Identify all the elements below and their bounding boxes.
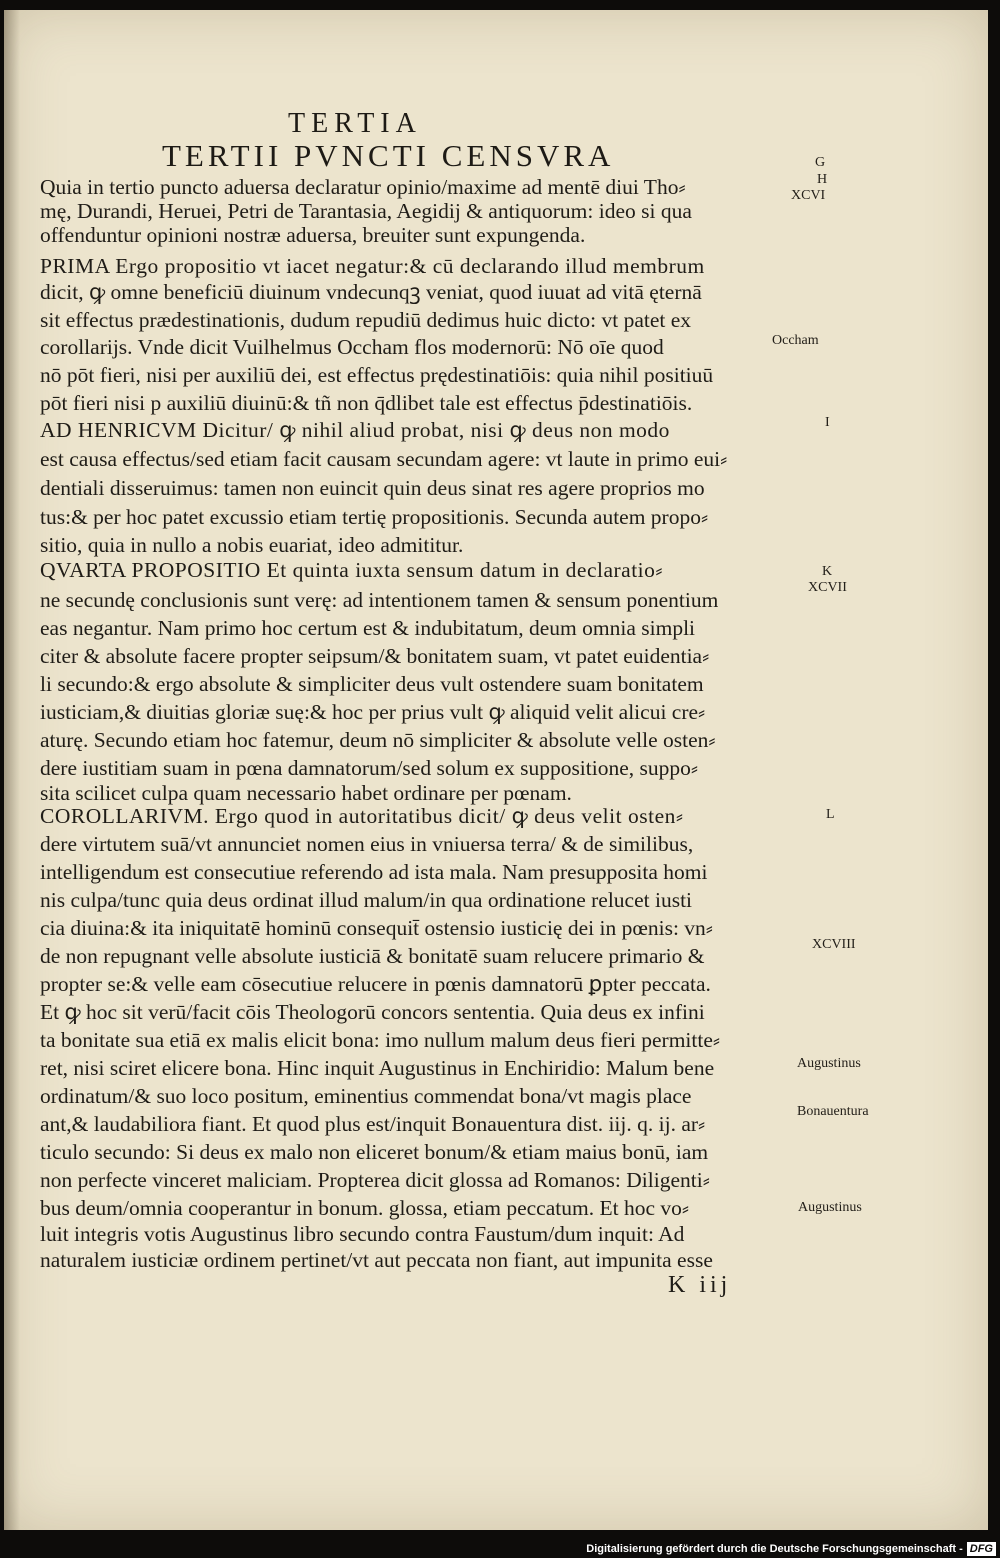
signature-mark: K iij: [668, 1272, 732, 1298]
text-line: COROLLARIVM. Ergo quod in autoritatibus dicit/ ꝙ deus velit osten⸗: [40, 804, 684, 828]
text-line: PRIMA Ergo propositio vt iacet negatur:& cū declarando illud membrum: [40, 254, 705, 278]
text-line: corollarijs. Vnde dicit Vuilhelmus Occham flos modernorū: Nō oīe quod: [40, 335, 664, 359]
text-line: nis culpa/tunc quia deus ordinat illud malum/in qua ordinatione relucet iusti: [40, 888, 693, 912]
heading-tertia: TERTIA: [288, 108, 422, 139]
margin-letter-l: L: [826, 807, 835, 822]
margin-numeral-xcvi: XCVI: [791, 188, 826, 203]
text-line: nō pōt fieri, nisi per auxiliū dei, est effectus prędestinatiōis: quia nihil positiuū: [40, 363, 714, 387]
text-line: dentiali disseruimus: tamen non euincit quin deus sinat res agere proprios mo: [40, 476, 705, 500]
heading-censura: TERTII PVNCTI CENSVRA: [162, 138, 615, 173]
text-line: AD HENRICVM Dicitur/ ꝙ nihil aliud probat, nisi ꝙ deus non modo: [40, 418, 670, 442]
text-line: de non repugnant velle absolute iusticiā & bonitatē suam relucere primario &: [40, 944, 705, 968]
text-line: dere iustitiam suam in pœna damnatorum/sed solum ex suppositione, suppo⸗: [40, 756, 699, 780]
margin-augustinus: Augustinus: [797, 1056, 861, 1071]
text-line: Et ꝙ hoc sit verū/facit cōis Theologorū concors sententia. Quia deus ex infini: [40, 1000, 705, 1024]
text-line: cia diuina:& ita iniquitatē hominū consequit̄ ostensio iusticię dei in pœnis: vn⸗: [40, 916, 713, 940]
text-line: non perfecte vinceret maliciam. Propterea dicit glossa ad Romanos: Diligenti⸗: [40, 1168, 710, 1192]
text-line: ret, nisi sciret elicere bona. Hinc inquit Augustinus in Enchiridio: Malum bene: [40, 1056, 715, 1080]
digitization-footer: [560, 1539, 1000, 1558]
text-line: li secundo:& ergo absolute & simpliciter deus vult ostendere suam bonitatem: [40, 672, 704, 696]
text-line: propter se:& velle eam cōsecutiue relucere in pœnis damnatorū ꝑpter peccata.: [40, 972, 711, 996]
text-line: sita scilicet culpa quam necessario habet ordinare per pœnam.: [40, 781, 572, 805]
text-line: est causa effectus/sed etiam facit causam secundam agere: vt laute in primo eui⸗: [40, 447, 728, 471]
text-line: ta bonitate sua etiā ex malis elicit bona: imo nullum malum deus fieri permitte⸗: [40, 1028, 721, 1052]
text-line: sit effectus prædestinationis, dudum repudiū dedimus huic dicto: vt patet ex: [40, 308, 692, 332]
text-line: ant,& laudabiliora fiant. Et quod plus est/inquit Bonauentura dist. iij. q. ij. ar⸗: [40, 1112, 706, 1136]
text-line: Quia in tertio puncto aduersa declaratur opinio/maxime ad mentē diui Tho⸗: [40, 175, 686, 199]
text-line: ticulo secundo: Si deus ex malo non eliceret bonum/& etiam maius bonū, iam: [40, 1140, 709, 1164]
text-line: QVARTA PROPOSITIO Et quinta iuxta sensum datum in declaratio⸗: [40, 558, 664, 582]
text-line: intelligendum est consecutiue referendo ad ista mala. Nam presupposita homi: [40, 860, 708, 884]
text-line: offenduntur opinioni nostræ aduersa, breuiter sunt expungenda.: [40, 223, 586, 247]
gutter-shadow: [4, 10, 20, 1530]
text-line: tus:& per hoc patet excussio etiam tertię propositionis. Secunda autem propo⸗: [40, 505, 709, 529]
footer-credit: Digitalisierung gefördert durch die Deutsche Forschungsgemeinschaft -: [586, 1542, 963, 1555]
text-line: mę, Durandi, Heruei, Petri de Tarantasia, Aegidij & antiquorum: ideo si qua: [40, 199, 692, 223]
margin-occham: Occham: [772, 333, 819, 348]
margin-letter-k: K: [822, 564, 833, 579]
margin-letter-g: G: [815, 155, 826, 170]
margin-augustinus: Augustinus: [798, 1200, 862, 1215]
text-line: naturalem iusticiæ ordinem pertinet/vt aut peccata non fiant, aut impunita esse: [40, 1248, 713, 1272]
text-line: luit integris votis Augustinus libro secundo contra Faustum/dum inquit: Ad: [40, 1222, 685, 1246]
text-line: eas negantur. Nam primo hoc certum est & indubitatum, deum omnia simpli: [40, 616, 696, 640]
text-line: ordinatum/& suo loco positum, eminentius commendat bona/vt magis place: [40, 1084, 692, 1108]
dfg-logo: DFG: [967, 1542, 996, 1556]
text-line: sitio, quia in nullo a nobis euariat, ideo admititur.: [40, 533, 464, 557]
margin-letter-h: H: [817, 172, 828, 187]
margin-numeral-xcviii: XCVIII: [812, 937, 856, 952]
margin-letter-i: I: [825, 415, 830, 430]
text-line: ne secundę conclusionis sunt verę: ad intentionem tamen & sensum ponentium: [40, 588, 719, 612]
text-line: dicit, ꝙ omne beneficiū diuinum vndecunqꝫ veniat, quod iuuat ad vitā ęternā: [40, 280, 702, 304]
text-line: aturę. Secundo etiam hoc fatemur, deum nō simpliciter & absolute velle osten⸗: [40, 728, 716, 752]
text-line: pōt fieri nisi p auxiliū diuinū:& tñ non q̄dlibet tale est effectus p̄destinatiōis.: [40, 391, 693, 415]
text-line: bus deum/omnia cooperantur in bonum. glossa, etiam peccatum. Et hoc vo⸗: [40, 1196, 690, 1220]
text-line: iusticiam,& diuitias gloriæ suę:& hoc per prius vult ꝙ aliquid velit alicui cre⸗: [40, 700, 706, 724]
text-line: citer & absolute facere propter seipsum/& bonitatem suam, vt patet euidentia⸗: [40, 644, 710, 668]
margin-numeral-xcvii: XCVII: [808, 580, 847, 595]
text-line: dere virtutem suā/vt annunciet nomen eius in vniuersa terra/ & de similibus,: [40, 832, 694, 856]
margin-bonauentura: Bonauentura: [797, 1104, 869, 1119]
